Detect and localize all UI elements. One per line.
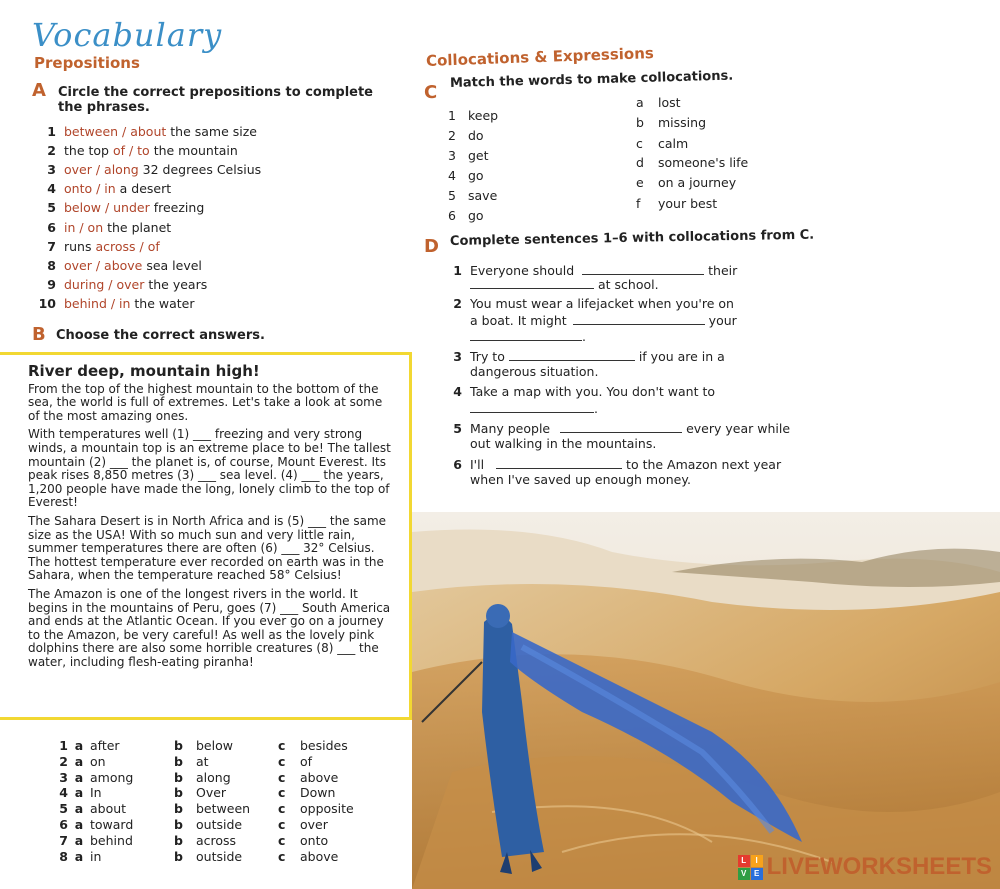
item-letter: b [636, 115, 644, 130]
exercise-d-letter: D [424, 236, 439, 257]
sentence-1: 1 Everyone should their [453, 263, 738, 278]
answer-blank[interactable] [470, 400, 594, 413]
option-b[interactable]: below [196, 738, 233, 753]
answer-number: 7 [59, 832, 68, 848]
sentence-4-cont: . [470, 400, 598, 416]
item-number: 7 [47, 239, 56, 254]
answer-number: 3 [59, 769, 68, 785]
option-letter: b [174, 801, 183, 817]
answer-number: 5 [59, 801, 68, 817]
collocation-left-item[interactable] [448, 188, 497, 203]
option-b[interactable]: between [196, 801, 251, 817]
reading-title: River deep, mountain high! [28, 362, 260, 380]
answer-row [48, 754, 370, 770]
collocation-right-item[interactable] [636, 196, 717, 211]
exercise-c-instruction: Match the words to make collocations. [449, 68, 734, 91]
option-c[interactable]: Down [300, 785, 336, 801]
option-c[interactable]: opposite [300, 801, 354, 817]
sentence-6-cont: when I've saved up enough money. [470, 472, 691, 487]
option-letter: b [174, 769, 183, 785]
item-letter: a [636, 95, 644, 110]
option-letter: b [174, 753, 183, 769]
item-rest: the same size [166, 124, 257, 139]
reading-paragraph-4: The Amazon is one of the longest rivers in the world. It begins in the mountains of Peru, goes (7) ___ South America and ends at the Atlantic Ocean. If you ever go on a journey to the Amazon, be very careful! As well as the lovely pink dolphins there are also some horrible creatures (8) ___ the water, including flesh-eating piranha! [28, 586, 391, 669]
preposition-choice[interactable]: across / of [95, 239, 160, 254]
exercise-a-item [38, 296, 195, 311]
option-letter: c [278, 832, 286, 848]
option-b[interactable]: across [196, 832, 237, 848]
answer-row [48, 817, 370, 833]
answer-blank[interactable] [470, 328, 582, 341]
item-word: on a journey [658, 175, 737, 190]
option-letter: b [174, 816, 183, 832]
reading-paragraph-3: The Sahara Desert is in North Africa and is (5) ___ the same size as the USA! With so much sun and very little rain, summer temperatures there are often (6) ___ 32° Celsius. The hottest temperature ever recorded on earth was in the Sahara, when the temperature reached 58° Celsius! [28, 513, 387, 583]
sentence-3: 3 Try to if you are in a [453, 349, 725, 364]
answer-options [48, 738, 370, 864]
item-letter: e [636, 175, 644, 190]
option-a[interactable]: In [90, 785, 102, 801]
answer-blank[interactable] [560, 420, 682, 433]
item-rest: sea level [142, 258, 202, 273]
answer-blank[interactable] [496, 456, 622, 469]
exercise-a-item [38, 258, 202, 273]
item-word: go [468, 208, 484, 223]
collocation-right-item[interactable] [636, 115, 706, 130]
item-letter: d [636, 155, 644, 170]
exercise-a-item [38, 162, 261, 177]
answer-blank[interactable] [470, 276, 594, 289]
item-number: 4 [47, 181, 56, 196]
item-rest: a desert [115, 181, 172, 196]
option-a[interactable]: in [90, 848, 102, 864]
exercise-a-item [38, 124, 257, 139]
exercise-a-item [38, 220, 171, 235]
preposition-choice[interactable]: over / above [64, 258, 143, 273]
collocation-right-item[interactable] [636, 136, 688, 151]
item-letter: f [636, 196, 641, 211]
sentence-2-end: . [470, 328, 586, 344]
answer-number: 6 [59, 816, 68, 832]
preposition-choice[interactable]: during / over [64, 277, 145, 292]
item-number: 4 [448, 168, 456, 183]
answer-number: 8 [59, 848, 68, 864]
exercise-a-instruction-2: the phrases. [58, 100, 150, 115]
item-rest: the years [144, 277, 208, 292]
option-b[interactable]: along [196, 769, 231, 785]
exercise-b-instruction: Choose the correct answers. [56, 328, 265, 343]
preposition-choice[interactable]: onto / in [64, 181, 116, 196]
collocation-left-item[interactable] [448, 128, 484, 143]
option-c[interactable]: besides [300, 738, 348, 753]
option-a[interactable]: among [90, 769, 134, 785]
item-rest: the water [130, 296, 195, 311]
option-letter: a [74, 848, 84, 864]
item-number: 1 [448, 108, 456, 123]
sentence-1-cont: at school. [470, 276, 659, 292]
prepositions-heading: Prepositions [34, 54, 140, 72]
option-b[interactable]: Over [196, 785, 227, 801]
option-a[interactable]: after [90, 738, 120, 753]
answer-blank[interactable] [582, 262, 704, 275]
exercise-a-item [38, 143, 238, 158]
item-word: lost [658, 95, 681, 110]
option-c[interactable]: onto [300, 832, 329, 848]
option-letter: c [278, 848, 286, 864]
item-rest: freezing [149, 200, 205, 215]
sentence-2: 2 You must wear a lifejacket when you're on [453, 296, 734, 311]
item-number: 5 [47, 200, 56, 215]
option-c[interactable]: above [300, 848, 339, 864]
item-rest: the mountain [149, 143, 238, 158]
collocation-right-item[interactable] [636, 95, 681, 110]
collocation-left-item[interactable] [448, 208, 484, 223]
answer-blank[interactable] [509, 348, 635, 361]
item-number: 8 [47, 258, 56, 273]
collocation-left-item[interactable] [448, 108, 498, 123]
item-number: 3 [448, 148, 456, 163]
sentence-6: 6 I'll to the Amazon next year [453, 457, 782, 472]
option-a[interactable]: behind [90, 832, 133, 848]
option-letter: c [278, 785, 286, 801]
option-letter: a [74, 832, 84, 848]
item-rest: the planet [103, 220, 172, 235]
item-prefix: the top [64, 143, 113, 158]
item-number: 1 [47, 124, 56, 139]
sentence-3-cont: dangerous situation. [470, 364, 599, 379]
option-a[interactable]: on [90, 753, 106, 769]
sentence-5-cont: out walking in the mountains. [470, 436, 657, 451]
option-a[interactable]: toward [90, 816, 134, 832]
option-a[interactable]: about [90, 801, 127, 817]
sentence-5: 5 Many people every year while [453, 421, 791, 436]
option-b[interactable]: outside [196, 848, 243, 864]
option-letter: c [278, 753, 286, 769]
option-letter: a [74, 769, 84, 785]
option-c[interactable]: over [300, 816, 328, 832]
item-word: calm [658, 136, 689, 151]
exercise-c-letter: C [424, 82, 438, 103]
collocation-left-item[interactable] [448, 168, 484, 183]
answer-blank[interactable] [573, 312, 705, 325]
option-b[interactable]: at [196, 753, 209, 769]
option-letter: b [174, 832, 183, 848]
option-letter: b [174, 738, 183, 753]
answer-row [48, 738, 370, 754]
option-c[interactable]: of [300, 753, 313, 769]
answer-number: 2 [59, 753, 68, 769]
logo-text: LIVEWORKSHEETS [766, 853, 992, 880]
item-word: go [468, 168, 484, 183]
exercise-b-letter: B [32, 324, 46, 345]
option-b[interactable]: outside [196, 816, 243, 832]
item-number: 3 [47, 162, 56, 177]
answer-row [48, 849, 370, 865]
answer-number: 1 [59, 738, 68, 753]
desert-photo [412, 512, 1000, 889]
collocations-heading: Collocations & Expressions [425, 44, 655, 70]
answer-row [48, 785, 370, 801]
preposition-choice[interactable]: of / to [112, 143, 150, 158]
exercise-d-instruction: Complete sentences 1–6 with collocations from C. [449, 227, 815, 249]
reading-paragraph-2: With temperatures well (1) ___ freezing and very strong winds, a mountain top is an extreme place to be! The tallest mountain (2) ___ the planet is, of course, Mount Everest. Its peak rises 8,850 metres (3) ___ sea level. (4) ___ the years, 1,200 people have made the long, lonely climb to the top of Everest! [28, 427, 391, 510]
exercise-a-instruction: Circle the correct prepositions to complete [58, 85, 373, 100]
option-letter: c [278, 801, 286, 817]
collocation-right-item[interactable] [636, 175, 736, 190]
sentence-2-cont: a boat. It might your [470, 313, 737, 328]
option-letter: a [74, 738, 84, 753]
preposition-choice[interactable]: behind / in [64, 296, 131, 311]
exercise-a-item [38, 200, 204, 215]
item-number: 2 [448, 128, 456, 143]
item-number: 10 [38, 296, 56, 311]
item-rest: 32 degrees Celsius [138, 162, 262, 177]
answer-row [48, 770, 370, 786]
item-word: do [468, 128, 484, 143]
item-word: save [468, 188, 498, 203]
item-number: 9 [47, 277, 56, 292]
item-word: missing [658, 115, 707, 130]
liveworksheets-logo [738, 853, 992, 881]
option-letter: c [278, 738, 286, 753]
item-word: someone's life [658, 155, 749, 170]
option-letter: a [74, 801, 84, 817]
item-number: 2 [47, 143, 56, 158]
preposition-choice[interactable]: between / about [64, 124, 167, 139]
item-letter: c [636, 136, 643, 151]
sentence-4: 4 Take a map with you. You don't want to [453, 384, 716, 399]
item-word: keep [468, 108, 499, 123]
collocation-right-item[interactable] [636, 155, 748, 170]
exercise-a-item [38, 181, 171, 196]
answer-number: 4 [59, 785, 68, 801]
option-letter: b [174, 785, 183, 801]
answer-row [48, 801, 370, 817]
logo-icon: L I V E [738, 855, 763, 880]
page-title: Vocabulary [32, 16, 223, 54]
answer-row [48, 833, 370, 849]
preposition-choice[interactable]: in / on [64, 220, 104, 235]
exercise-a-letter: A [32, 80, 46, 101]
item-number: 6 [448, 208, 456, 223]
reading-paragraph-1: From the top of the highest mountain to the bottom of the sea, the world is full of extremes. Let's take a look at some of the most amazing ones. [28, 381, 383, 423]
option-letter: a [74, 816, 84, 832]
reading-passage [0, 352, 412, 720]
option-letter: a [74, 753, 84, 769]
preposition-choice[interactable]: below / under [64, 200, 150, 215]
exercise-a-item [38, 277, 207, 292]
collocation-left-item[interactable] [448, 148, 489, 163]
item-number: 6 [47, 220, 56, 235]
option-letter: a [74, 785, 84, 801]
option-letter: c [278, 769, 286, 785]
item-number: 5 [448, 188, 456, 203]
exercise-a-item [38, 239, 160, 254]
option-letter: b [174, 848, 183, 864]
preposition-choice[interactable]: over / along [64, 162, 139, 177]
option-c[interactable]: above [300, 769, 339, 785]
item-prefix: runs [64, 239, 96, 254]
item-word: get [468, 148, 489, 163]
item-word: your best [658, 196, 718, 211]
option-letter: c [278, 816, 286, 832]
